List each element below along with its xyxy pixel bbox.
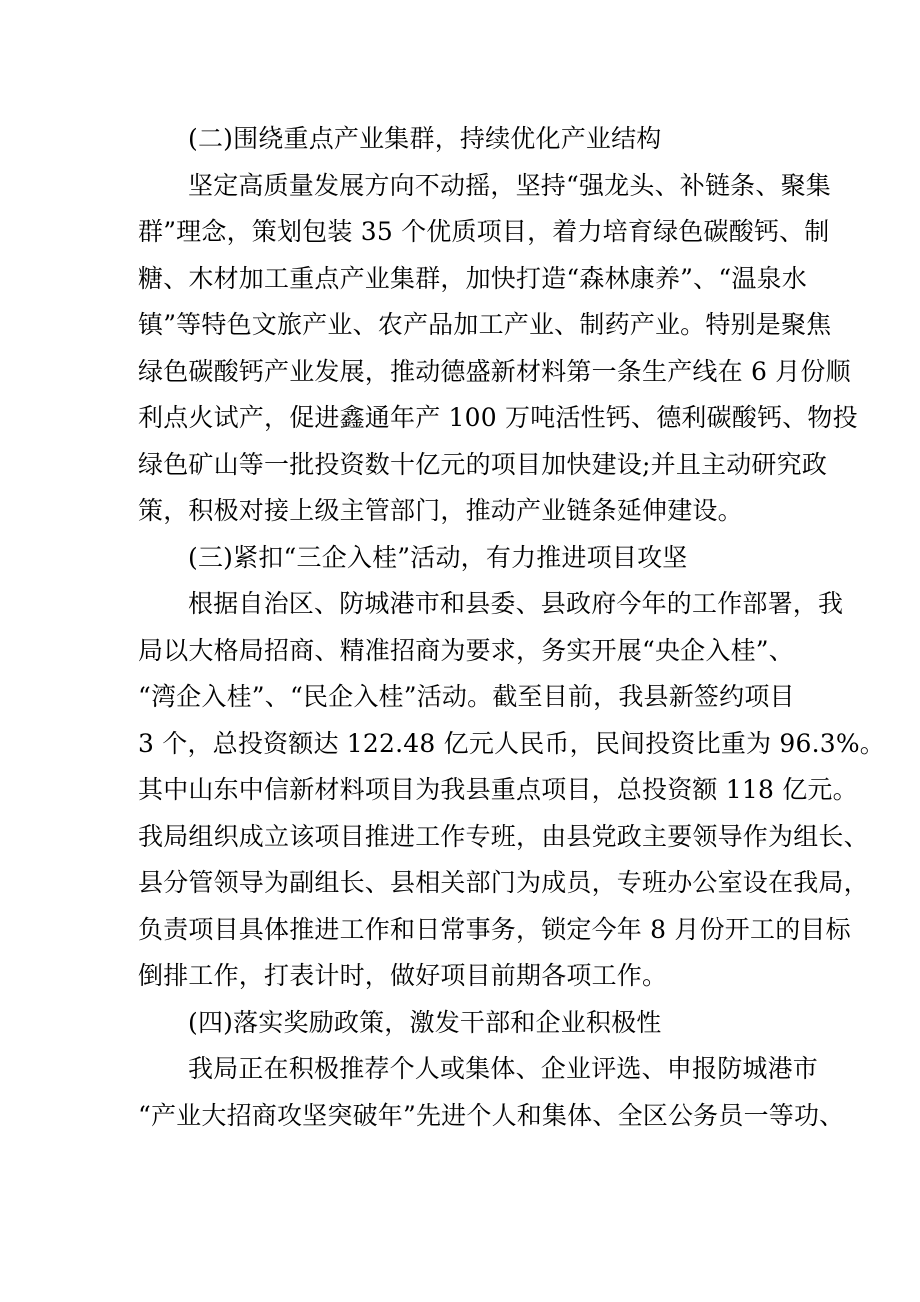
paragraph-line: 县分管领导为副组长、县相关部门为成员，专班办公室设在我局， [138,868,869,897]
section-4 [138,1000,845,1140]
section-heading: (二)围绕重点产业集群，持续优化产业结构 [188,124,662,153]
paragraph-line: 绿色矿山等一批投资数十亿元的项目加快建设;并且主动研究政 [138,449,828,479]
section-3 [138,535,885,1000]
paragraph-line: 根据自治区、防城港市和县委、县政府今年的工作部署，我 [188,589,844,618]
document-page [138,116,885,1139]
paragraph-line: 3 个，总投资额达 122.48 亿元人民币，民间投资比重为 96.3%。 [138,728,885,758]
paragraph-line: 负责项目具体推进工作和日常事务，锁定今年 8 月份开工的目标 [138,914,851,944]
section-2 [138,116,858,535]
paragraph-line: 镇”等特色文旅产业、农产品加工产业、制药产业。特别是聚焦 [138,310,832,339]
paragraph-line: 绿色碳酸钙产业发展，推动德盛新材料第一条生产线在 6 月份顺 [138,356,851,386]
section-heading: (三)紧扣“三企入桂”活动，有力推进项目攻坚 [188,542,688,572]
paragraph-line: “产业大招商攻坚突破年”先进个人和集体、全区公务员一等功、 [138,1100,845,1130]
paragraph-line: 其中山东中信新材料项目为我县重点项目，总投资额 118 亿元。 [138,775,858,804]
paragraph-line: 群”理念，策划包装 35 个优质项目，着力培育绿色碳酸钙、制 [138,217,830,246]
paragraph-line: 我局正在积极推荐个人或集体、企业评选、申报防城港市 [188,1054,819,1083]
paragraph-line: 利点火试产，促进鑫通年产 100 万吨活性钙、德利碳酸钙、物投 [138,403,858,432]
paragraph-line: 糖、木材加工重点产业集群，加快打造“森林康养”、“温泉水 [138,263,807,293]
paragraph-line: “湾企入桂”、“民企入桂”活动。截至目前，我县新签约项目 [138,682,795,711]
paragraph-line: 坚定高质量发展方向不动摇，坚持“强龙头、补链条、聚集 [188,170,831,200]
paragraph-line: 倒排工作，打表计时，做好项目前期各项工作。 [138,961,668,990]
paragraph-line: 策，积极对接上级主管部门，推动产业链条延伸建设。 [138,496,743,525]
paragraph-line: 我局组织成立该项目推进工作专班，由县党政主要领导作为组长、 [138,821,869,851]
paragraph-line: 局以大格局招商、精准招商为要求，务实开展“央企入桂”、 [138,635,794,665]
section-heading: (四)落实奖励政策，激发干部和企业积极性 [188,1007,662,1037]
